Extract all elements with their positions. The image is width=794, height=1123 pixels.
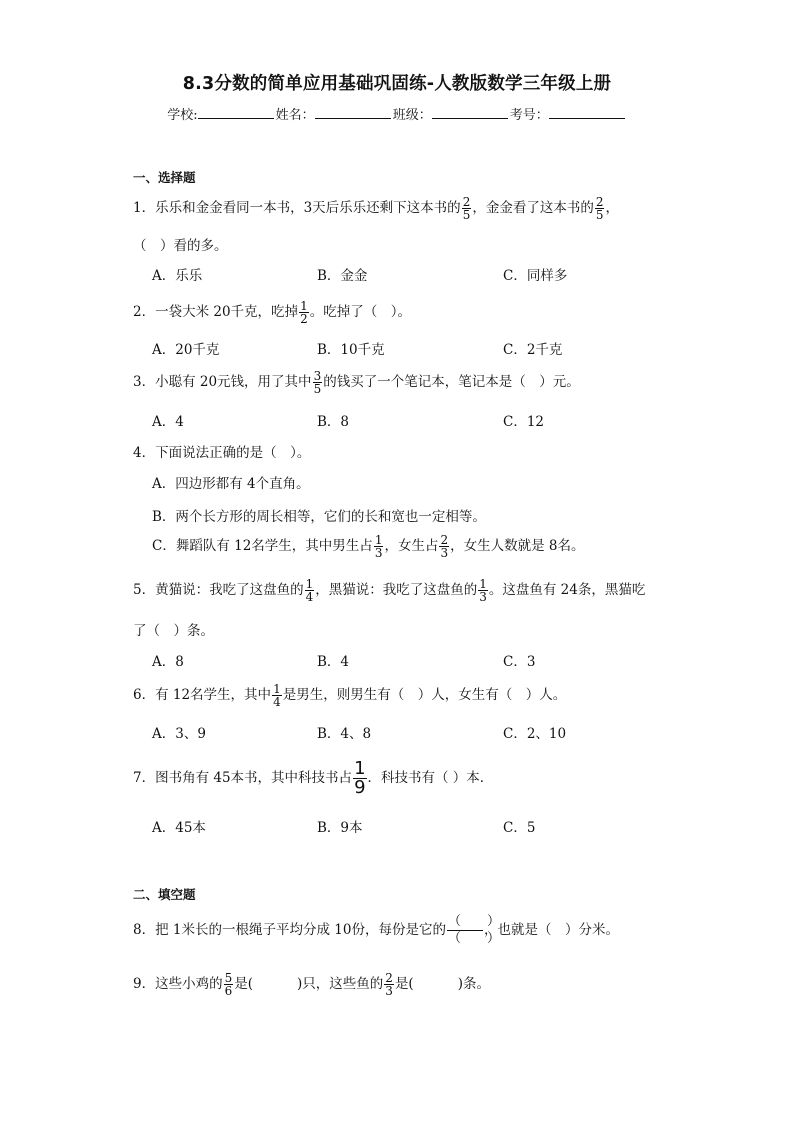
exam-no-blank[interactable] bbox=[549, 106, 625, 119]
q4-option-b[interactable]: B．两个长方形的周长相等，它们的长和宽也一定相等。 bbox=[152, 509, 486, 525]
q1-option-c[interactable]: C．同样多 bbox=[503, 268, 568, 284]
fraction: $\frac{1}{3}$ bbox=[479, 577, 487, 604]
fraction: $\frac{1}{4}$ bbox=[273, 682, 281, 709]
q6-option-a[interactable]: A．3、9 bbox=[152, 726, 206, 742]
question-9: 9．这些小鸡的 $\frac{5}{6}$ 是( )只，这些鱼的 $\frac{2}{3}$ 是( )条。 bbox=[133, 971, 490, 998]
q3-option-a[interactable]: A．4 bbox=[152, 414, 184, 430]
fraction: $\frac{2}{3}$ bbox=[385, 971, 393, 998]
fraction: $\frac{1}{2}$ bbox=[300, 299, 308, 326]
q3-option-c[interactable]: C．12 bbox=[503, 414, 545, 430]
q5-option-b[interactable]: B．4 bbox=[317, 654, 350, 670]
q1-option-b[interactable]: B．金金 bbox=[317, 268, 368, 284]
student-info-row bbox=[0, 104, 794, 123]
school-blank[interactable] bbox=[198, 106, 274, 119]
q5-option-c[interactable]: C．3 bbox=[503, 654, 536, 670]
fraction: $\frac{1}{9}$ bbox=[354, 758, 366, 798]
page-title: 8.3分数的简单应用基础巩固练-人教版数学三年级上册 bbox=[182, 74, 612, 94]
question-5-line-2: 了（ ）条。 bbox=[133, 623, 214, 639]
fraction: $\frac{2}{5}$ bbox=[462, 195, 471, 222]
question-8: 8．把 1米长的一根绳子平均分成 10份，每份是它的 $\frac{( )}{( )}$ ，也就是（ ）分米。 bbox=[133, 914, 619, 946]
q7-option-b[interactable]: B．9本 bbox=[317, 820, 363, 836]
q4-option-c[interactable]: C．舞蹈队有 12名学生，其中男生占 $\frac{1}{3}$ ，女生占 $\frac{2}{3}$ ，女生人数就是 8名。 bbox=[152, 533, 585, 560]
q3-option-b[interactable]: B．8 bbox=[317, 414, 350, 430]
exam-no-label: 考号： bbox=[509, 108, 549, 123]
fraction: $\frac{1}{3}$ bbox=[374, 533, 383, 560]
class-label: 班级： bbox=[392, 108, 432, 123]
school-label: 学校: bbox=[167, 108, 198, 123]
question-2: 2．一袋大米 20千克，吃掉 $\frac{1}{2}$ 。吃掉了（ ）。 bbox=[133, 299, 411, 326]
question-1-text: ，金金看了这本书的 bbox=[472, 200, 594, 216]
q2-option-a[interactable]: A．20千克 bbox=[152, 342, 220, 358]
blank-fraction[interactable]: $\frac{( )}{( )}$ bbox=[447, 914, 500, 946]
class-blank[interactable] bbox=[432, 106, 508, 119]
question-1-text: 1．乐乐和金金看同一本书，3天后乐乐还剩下这本书的 bbox=[133, 200, 461, 216]
fraction: $\frac{3}{5}$ bbox=[313, 369, 322, 396]
question-1-line-2: （ ）看的多。 bbox=[133, 238, 228, 254]
question-3: 3．小聪有 20元钱，用了其中 $\frac{3}{5}$ 的钱买了一个笔记本，笔记本是（ ）元。 bbox=[133, 369, 580, 396]
name-blank[interactable] bbox=[315, 106, 391, 119]
fraction: $\frac{5}{6}$ bbox=[224, 971, 233, 998]
q4-option-a[interactable]: A．四边形都有 4个直角。 bbox=[152, 476, 310, 492]
q1-option-a[interactable]: A．乐乐 bbox=[152, 268, 203, 284]
q7-option-a[interactable]: A．45本 bbox=[152, 820, 206, 836]
section-heading-choice: 一、选择题 bbox=[133, 170, 196, 185]
question-4: 4．下面说法正确的是（ ）。 bbox=[133, 445, 311, 461]
q7-option-c[interactable]: C．5 bbox=[503, 820, 536, 836]
q6-option-b[interactable]: B．4、8 bbox=[317, 726, 372, 742]
name-label: 姓名： bbox=[275, 108, 315, 123]
q6-option-c[interactable]: C．2、10 bbox=[503, 726, 567, 742]
fraction: $\frac{2}{5}$ bbox=[595, 195, 604, 222]
question-6: 6．有 12名学生，其中 $\frac{1}{4}$ 是男生，则男生有（ ）人，女生有（ ）人。 bbox=[133, 682, 567, 709]
question-5: 5．黄猫说：我吃了这盘鱼的 $\frac{1}{4}$ ，黑猫说：我吃了这盘鱼的 $\frac{1}{3}$ 。这盘鱼有 24条，黑猫吃 bbox=[133, 577, 646, 604]
question-7: 7．图书角有 45本书，其中科技书占 $\frac{1}{9}$ ．科技书有（ ）本． bbox=[133, 758, 494, 798]
q2-option-b[interactable]: B．10千克 bbox=[317, 342, 385, 358]
question-1: 1．乐乐和金金看同一本书，3天后乐乐还剩下这本书的 $\frac{2}{5}$ ，金金看了这本书的 $\frac{2}{5}$ ， bbox=[133, 195, 619, 222]
q2-option-c[interactable]: C．2千克 bbox=[503, 342, 563, 358]
fraction: $\frac{1}{4}$ bbox=[305, 577, 314, 604]
q5-option-a[interactable]: A．8 bbox=[152, 654, 184, 670]
section-heading-fill: 二、填空题 bbox=[133, 887, 196, 902]
fraction: $\frac{2}{3}$ bbox=[440, 533, 449, 560]
